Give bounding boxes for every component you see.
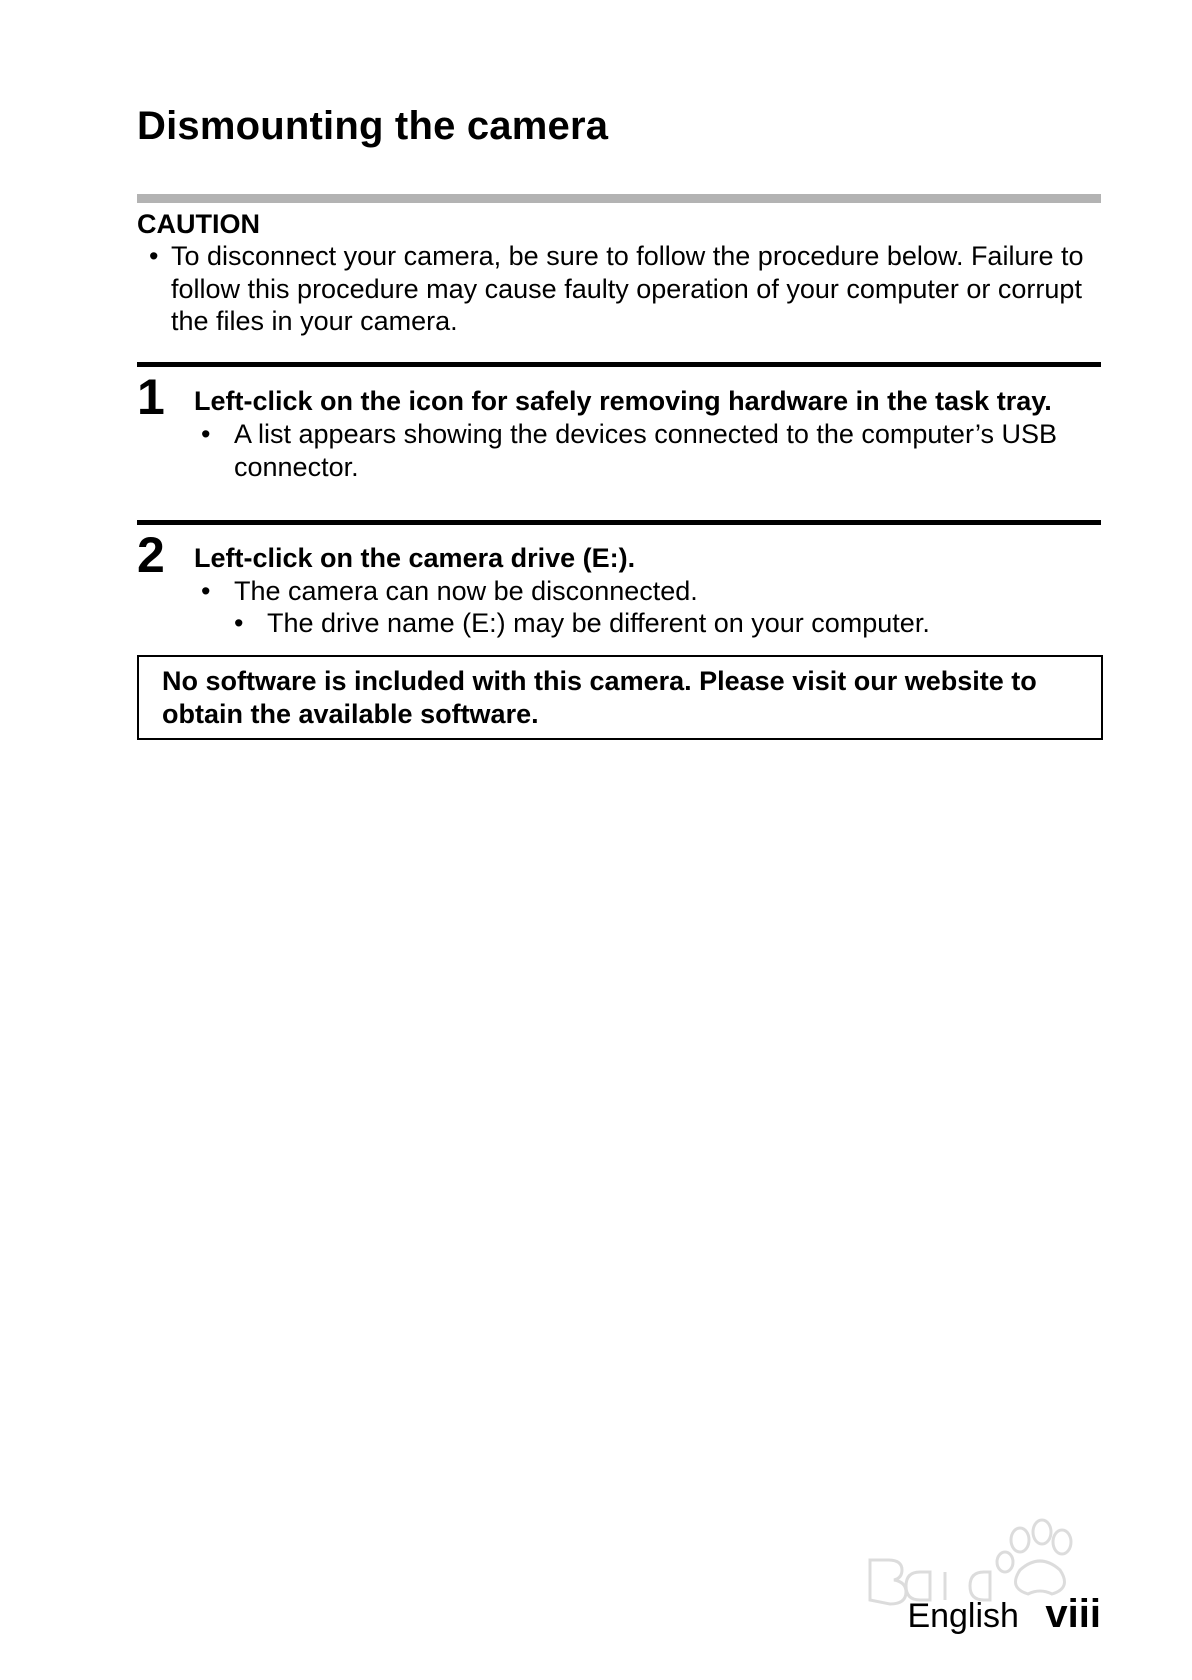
- bullet-icon: •: [201, 576, 211, 606]
- page-number: viii: [1045, 1592, 1101, 1636]
- page-footer: [907, 1592, 1101, 1637]
- step-2-divider: [137, 520, 1101, 525]
- step-2-note-text: The camera can now be disconnected.: [234, 576, 698, 606]
- bullet-icon: •: [201, 419, 211, 449]
- step-1-note-text: A list appears showing the devices connected to the computer’s USB connector.: [234, 419, 1057, 482]
- step-1-number: 1: [137, 369, 165, 425]
- footer-language: English: [907, 1597, 1019, 1635]
- step-2-heading: Left-click on the camera drive (E:).: [194, 543, 636, 573]
- step-2-subnote-text: The drive name (E:) may be different on your computer.: [267, 608, 930, 638]
- bullet-icon: •: [234, 608, 244, 638]
- step-2-number: 2: [137, 527, 165, 583]
- page-title: Dismounting the camera: [137, 104, 609, 148]
- notice-text: No software is included with this camera. Please visit our website to obtain the available software.: [162, 666, 1037, 729]
- step-1-divider: [137, 362, 1101, 367]
- caution-text: To disconnect your camera, be sure to follow the procedure below. Failure to follow this procedure may cause faulty operation of your computer or corrupt the files in your camera.: [171, 241, 1084, 336]
- section-divider: [137, 194, 1101, 203]
- step-1-heading: Left-click on the icon for safely removing hardware in the task tray.: [194, 386, 1052, 416]
- step-2-note: [201, 575, 1101, 608]
- bullet-icon: •: [149, 241, 159, 271]
- step-2-subnote: [234, 607, 1101, 640]
- notice-box: [137, 655, 1103, 740]
- caution-item: [137, 240, 1101, 338]
- step-1-note: [201, 418, 1101, 483]
- caution-heading: CAUTION: [137, 209, 260, 239]
- manual-page: [137, 0, 1101, 1680]
